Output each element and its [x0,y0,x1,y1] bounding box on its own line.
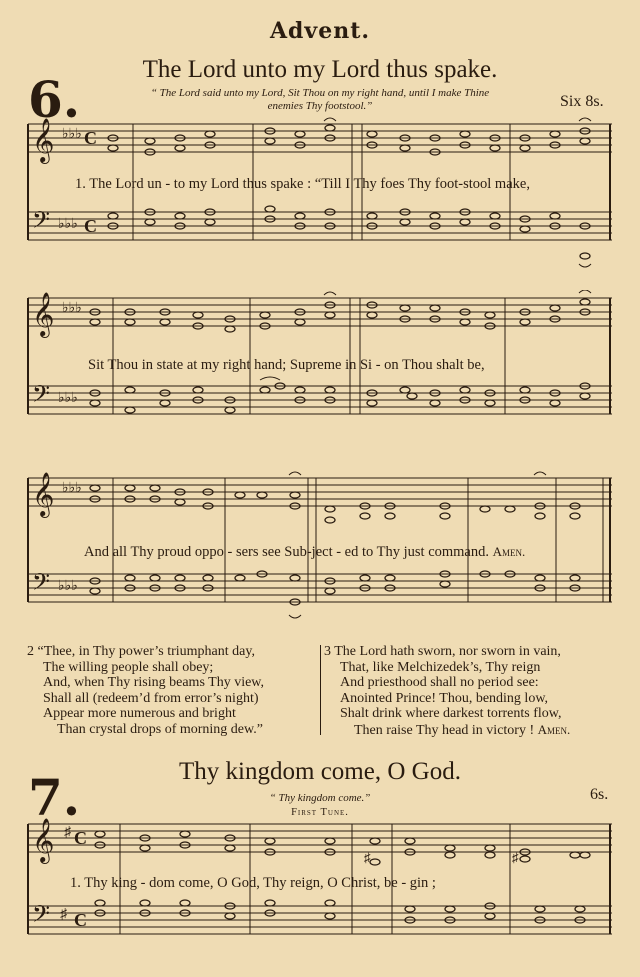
hymn-number: 7. [28,768,81,827]
lyric-line [84,544,525,561]
hymn-title: The Lord unto my Lord thus spake. [142,56,498,83]
svg-text:♯: ♯ [60,907,67,922]
epigraph-line: enemies Thy footstool.” [267,100,373,112]
amen-label: Amen. [537,721,571,737]
svg-text:𝄢: 𝄢 [32,208,51,239]
verse-line: Appear more numerous and bright [43,706,236,721]
svg-text:𝄢: 𝄢 [32,902,51,933]
svg-text:♯: ♯ [364,850,371,865]
amen-label: Amen. [492,544,526,559]
verse-line: Shall all (redeem’d from error’s night) [43,690,259,706]
svg-text:𝄞: 𝄞 [32,474,55,516]
hymn-epigraph [90,87,550,113]
verse-line [324,722,570,739]
lyric-line: 1. The Lord un - to my Lord thus spake : “Till I Thy foes Thy foot-stool make, [75,176,530,192]
svg-text:♭♭♭: ♭♭♭ [62,481,82,496]
svg-text:♭♭♭: ♭♭♭ [58,217,78,232]
svg-text:♯: ♯ [64,825,71,840]
svg-text:♭♭♭: ♭♭♭ [62,301,82,316]
svg-text:𝄞: 𝄞 [32,820,55,862]
music-system [0,116,640,276]
svg-text:𝄞: 𝄞 [32,120,55,162]
section-title: Advent. [269,18,371,44]
verse-line: Anointed Prince! Thou, bending low, [340,690,549,706]
verse-line: 2 “Thee, in Thy power’s triumphant day, [27,644,255,659]
svg-text:C: C [84,216,97,236]
verse-2 [27,644,264,737]
epigraph-line: “ The Lord said unto my Lord, Sit Thou on my right hand, until I make Thine [150,87,490,99]
svg-text:♭♭♭: ♭♭♭ [58,391,78,406]
verse-line: The willing people shall obey; [43,659,214,675]
svg-text:C: C [74,910,87,930]
svg-text:𝄢: 𝄢 [32,382,51,413]
verse-line: And priesthood shall no period see: [340,675,539,690]
svg-text:C: C [74,828,87,848]
svg-text:♯: ♯ [512,850,519,865]
verse-line: 3 The Lord hath sworn, nor sworn in vain, [324,644,561,659]
lyric-line: 1. Thy king - dom come, O God, Thy reign, O Christ, be - gin ; [70,875,436,891]
verse-line: Shalt drink where darkest torrents flow, [340,706,562,721]
lyric-line: Sit Thou in state at my right hand; Supreme in Si - on Thou shalt be, [88,357,485,373]
svg-text:♭♭♭: ♭♭♭ [58,579,78,594]
svg-text:𝄞: 𝄞 [32,294,55,336]
verse-divider [320,645,321,735]
hymn-meter: Six 8s. [560,93,604,110]
lyric-text: And all Thy proud oppo - sers see Sub-ject - ed to Thy just command. [84,544,489,560]
tune-label: First Tune. [291,807,349,818]
hymn-title: Thy kingdom come, O God. [179,758,461,785]
svg-text:𝄢: 𝄢 [32,570,51,601]
hymn-number: 6. [28,70,81,129]
verse-line: That, like Melchizedek’s, Thy reign [340,659,541,675]
svg-text:♭♭♭: ♭♭♭ [62,127,82,142]
svg-text:C: C [84,128,97,148]
verse-text: Then raise Thy head in victory ! [354,722,535,738]
hymn-epigraph: “ Thy kingdom come.” [269,792,371,804]
verse-3 [324,644,570,738]
verse-line: And, when Thy rising beams Thy view, [43,675,264,690]
hymn-meter: 6s. [590,786,609,803]
verse-line: Than crystal drops of morning dew.” [57,721,263,737]
